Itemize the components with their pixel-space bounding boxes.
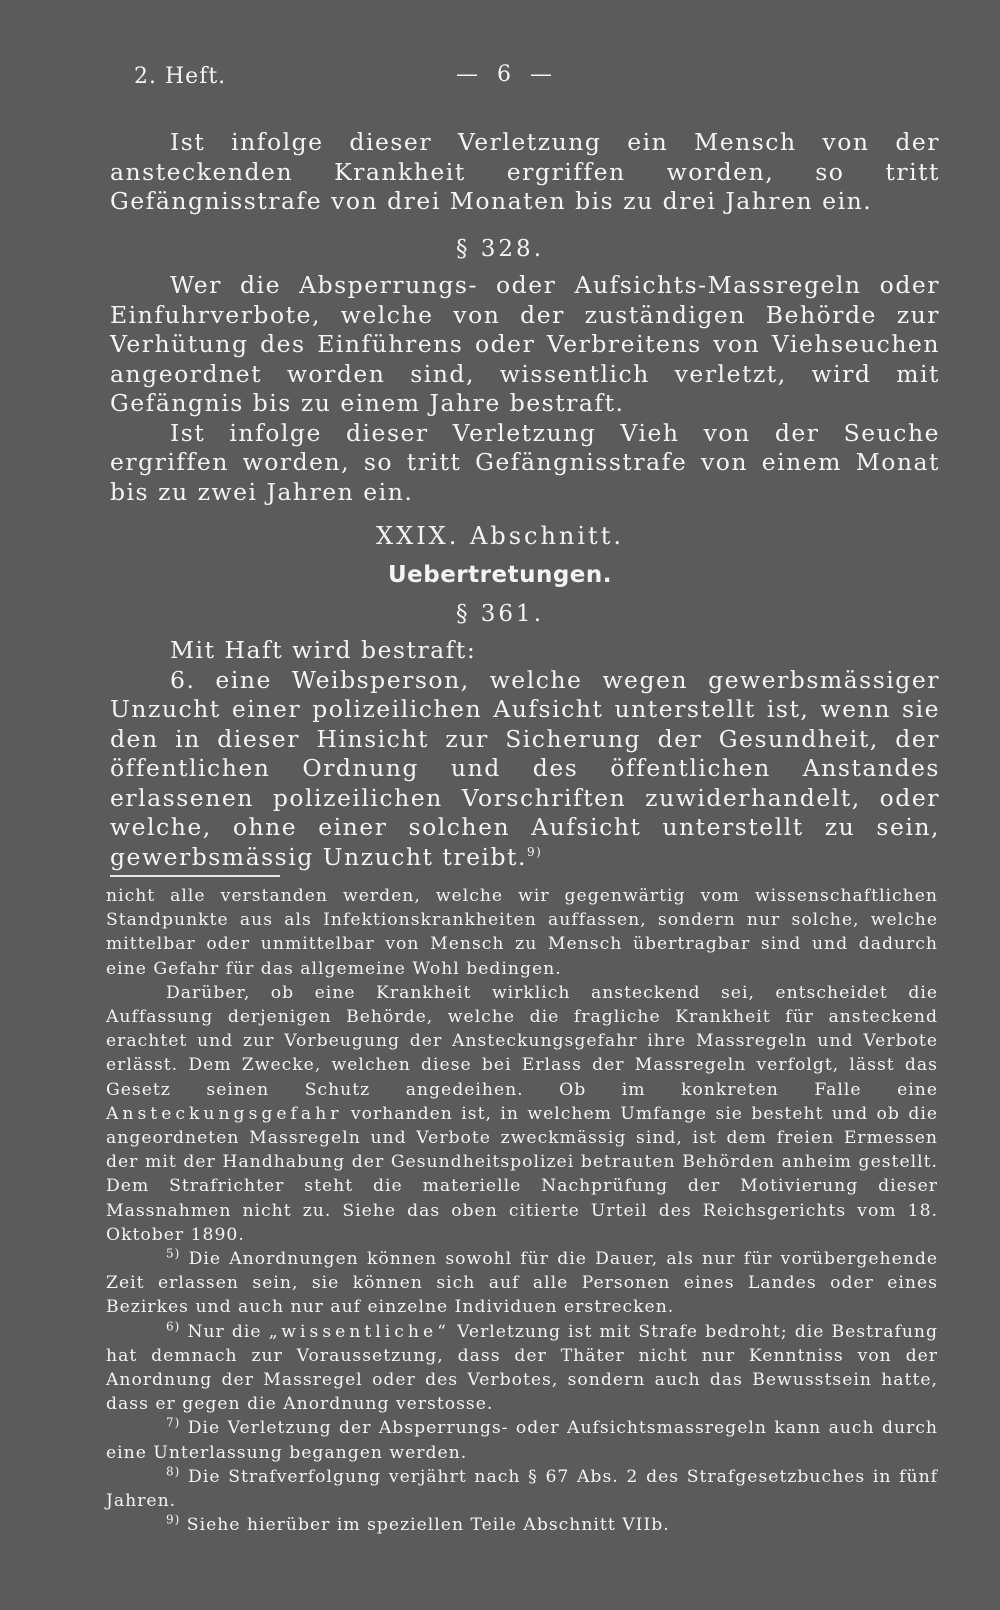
footnote-continuation: nicht alle verstanden werden, welche wir gegenwärtig vom wissenschaftlichen Standpunkte aus als Infektionskrankheiten auffassen, sondern nur solche, welche mittelbar oder unmittelbar von Mensch zu Mensch übertragbar sind und dadurch eine Gefahr für das allgemeine Wohl bedingen. bbox=[106, 886, 938, 979]
chapter-number: XXIX. Abschnitt. bbox=[376, 522, 624, 550]
footnote-6: $^{6)}$ Nur die „wissentliche“ Verletzung ist mit Strafe bedroht; die Bestrafung hat demnach zur Voraussetzung, dass der Thäter nicht nur Kenntniss von der Anordnung der Massregel oder des Verbotes, sondern auch das Bewusstsein hatte, dass er gegen die Anordnung verstosse. bbox=[106, 1318, 939, 1415]
chapter-title: Uebertretungen. bbox=[387, 562, 613, 588]
footnote-9: $^{9)}$ Siehe hierüber im speziellen Teile Abschnitt VIIb. bbox=[166, 1512, 670, 1536]
footnote-separator bbox=[110, 875, 280, 877]
footnote-ref: 9) bbox=[526, 844, 543, 859]
running-header: 2. Heft. bbox=[134, 64, 227, 89]
section-327-continuation bbox=[110, 128, 940, 217]
footnote-continuation: Darüber, ob eine Krankheit wirklich ansteckend sei, entscheidet die Auffassung derjenigen Behörde, welche die fragliche Krankheit für ansteckend erachtet und zur Vorbeugung der Ansteckungsgefahr ihre Massregeln und Verbote erlässt. Dem Zwecke, welchen diese bei Erlass der Massregeln verfolgt, lässt das Gesetz seinen Schutz angedeihen. Ob im konkreten Falle eine Ansteckungsgefahr vorhanden ist, in welchem Umfange sie besteht und ob die angeordneten Massregeln und Verbote zweckmässig sind, ist dem freien Ermessen der mit der Handhabung der Gesundheitspolizei betrauten Behörden anheim gestellt. Dem Strafrichter steht die materielle Nachprüfung der Motivierung dieser Massnahmen nicht zu. Siehe das oben citierte Urteil des Reichsgerichts vom 18. Oktober 1890. bbox=[106, 982, 938, 1245]
footnote-5: $^{5)}$ Die Anordnungen können sowohl für die Dauer, als nur für vorübergehende Zeit erlassen sein, sie können sich auf alle Personen eines Landes oder eines Bezirkes und auch nur auf einzelne Individuen erstrecken. bbox=[106, 1246, 939, 1318]
section-intro: Mit Haft wird bestraft: bbox=[170, 636, 477, 664]
footnotes bbox=[106, 884, 938, 1537]
item-text: 6. eine Weibsperson, welche wegen gewerbsmässiger Unzucht einer polizeilichen Aufsicht unterstellt ist, wenn sie den in dieser Hinsicht zur Sicherung der Gesundheit, der öffentlichen Ordnung und des öffentlichen Anstandes erlassenen polizeilichen Vorschriften zuwiderhandelt, oder welche, ohne einer solchen Aufsicht unterstellt zu sein, gewerbsmässig Unzucht treibt. bbox=[110, 665, 940, 871]
section-328-body bbox=[110, 271, 940, 507]
paragraph: Ist infolge dieser Verletzung Vieh von der Seuche ergriffen worden, so tritt Gefängnisstrafe von einem Monat bis zu zwei Jahren ein. bbox=[110, 418, 940, 506]
list-item bbox=[110, 666, 940, 873]
footnote-7: $^{7)}$ Die Verletzung der Absperrungs- oder Aufsichtsmassregeln kann auch durch eine Unterlassung begangen werden. bbox=[106, 1415, 938, 1463]
section-328-heading: § 328. bbox=[455, 236, 545, 262]
paragraph: Ist infolge dieser Verletzung ein Mensch von der ansteckenden Krankheit ergriffen worden, so tritt Gefängnisstrafe von drei Monaten bis zu drei Jahren ein. bbox=[110, 128, 940, 215]
section-361-body bbox=[110, 636, 940, 872]
page-number: — 6 — bbox=[456, 62, 558, 87]
footnote-8: $^{8)}$ Die Strafverfolgung verjährt nach § 67 Abs. 2 des Strafgesetzbuches in fünf Jahren. bbox=[106, 1464, 939, 1512]
paragraph: Wer die Absperrungs- oder Aufsichts-Massregeln oder Einfuhrverbote, welche von der zuständigen Behörde zur Verhütung des Einführens oder Verbreitens von Viehseuchen angeordnet worden sind, wissentlich verletzt, wird mit Gefängnis bis zu einem Jahre bestraft. bbox=[110, 271, 940, 417]
section-361-heading: § 361. bbox=[455, 601, 545, 627]
